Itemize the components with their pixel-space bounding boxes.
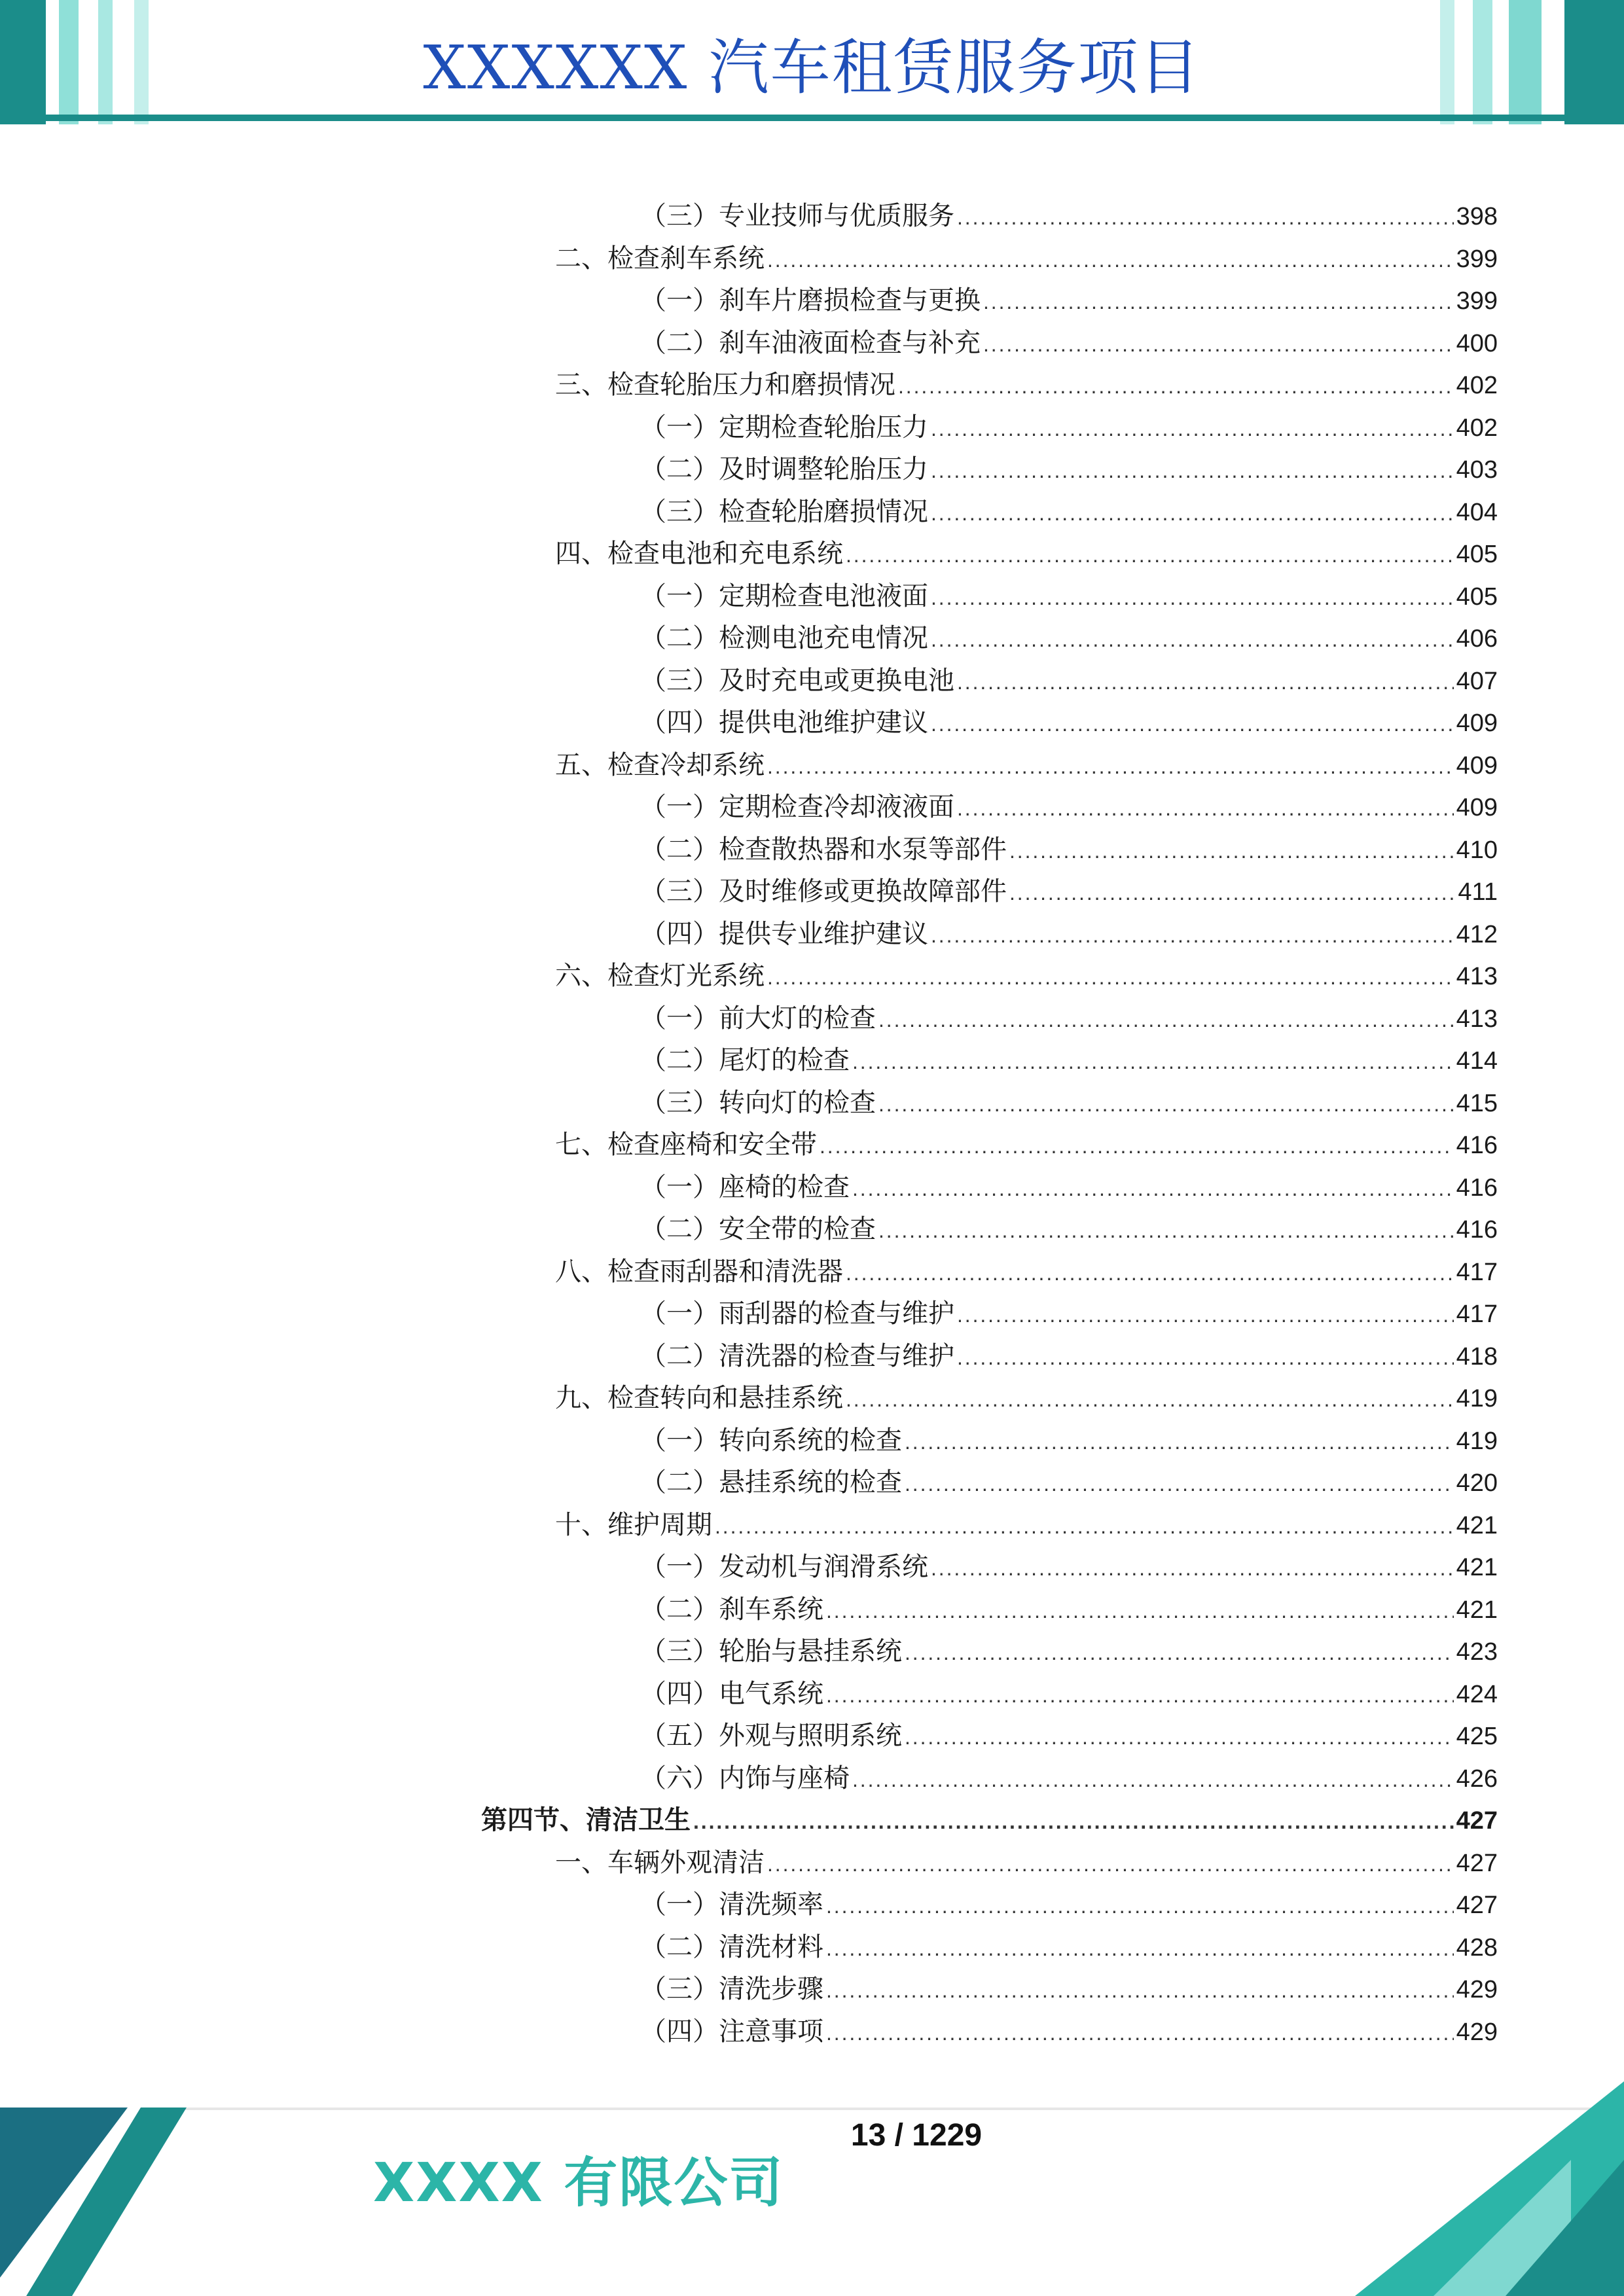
toc-entry-page: 404 <box>1456 498 1498 526</box>
toc-entry[interactable] <box>640 872 1498 911</box>
toc-entry[interactable] <box>640 1969 1498 2009</box>
toc-entry-page: 406 <box>1456 625 1498 653</box>
toc-entry-page: 412 <box>1456 920 1498 948</box>
toc-entry[interactable] <box>640 1885 1498 1924</box>
toc-entry-page: 418 <box>1456 1342 1498 1371</box>
toc-entry-title: （二）及时调整轮胎压力 <box>640 454 928 484</box>
toc-entry-page: 411 <box>1458 878 1498 906</box>
toc-entry-title: （一）刹车片磨损检查与更换 <box>640 285 981 315</box>
toc-leader-dots <box>846 535 1454 575</box>
toc-entry-page: 416 <box>1456 1216 1498 1244</box>
toc-entry-page: 403 <box>1456 456 1498 484</box>
toc-entry-title: （二）刹车系统 <box>640 1594 823 1624</box>
toc-leader-dots <box>957 1295 1454 1335</box>
toc-entry-title: （二）清洗器的检查与维护 <box>640 1340 954 1371</box>
toc-entry-page: 421 <box>1456 1554 1498 1581</box>
toc-entry-title: （二）检测电池充电情况 <box>640 623 928 653</box>
toc-leader-dots <box>957 789 1454 828</box>
toc-entry-title: 八、检查雨刮器和清洗器 <box>555 1256 843 1287</box>
toc-entry-title: （一）定期检查冷却液液面 <box>640 792 954 822</box>
toc-entry-title: （一）转向系统的检查 <box>640 1425 902 1456</box>
toc-entry[interactable] <box>640 1168 1498 1207</box>
toc-entry-title: （一）定期检查电池液面 <box>640 581 928 611</box>
toc-leader-dots <box>931 578 1454 617</box>
toc-entry-title: （一）清洗频率 <box>640 1890 823 1920</box>
toc-leader-dots <box>1009 831 1454 870</box>
toc-leader-dots <box>898 367 1454 406</box>
toc-leader-dots <box>767 747 1454 786</box>
toc-entry[interactable] <box>555 534 1498 573</box>
toc-entry-page: 421 <box>1456 1511 1498 1539</box>
toc-entry-page: 424 <box>1456 1680 1498 1708</box>
toc-leader-dots <box>767 1844 1454 1884</box>
toc-entry[interactable] <box>555 239 1498 278</box>
toc-leader-dots <box>983 282 1454 321</box>
toc-entry-title: （六）内饰与座椅 <box>640 1763 850 1793</box>
toc-leader-dots <box>826 1929 1454 1968</box>
toc-entry-page: 413 <box>1456 1005 1498 1033</box>
toc-leader-dots <box>931 1549 1454 1588</box>
toc-entry[interactable] <box>640 281 1498 320</box>
toc-leader-dots <box>826 1886 1454 1926</box>
toc-entry[interactable] <box>640 830 1498 869</box>
footer-decoration <box>0 2081 1624 2296</box>
toc-entry[interactable] <box>640 999 1498 1038</box>
toc-entry-title: 六、检查灯光系统 <box>555 961 765 991</box>
toc-leader-dots <box>852 1042 1454 1081</box>
toc-entry-title: 十、维护周期 <box>555 1509 712 1540</box>
toc-entry-title: （四）提供电池维护建议 <box>640 708 928 738</box>
toc-entry-title: （四）提供专业维护建议 <box>640 918 928 949</box>
toc-leader-dots <box>983 325 1454 364</box>
toc-entry[interactable] <box>555 1843 1498 1882</box>
toc-entry-page: 410 <box>1456 836 1498 864</box>
toc-entry-title: （一）雨刮器的检查与维护 <box>640 1299 954 1329</box>
toc-entry[interactable] <box>555 1505 1498 1545</box>
toc-leader-dots <box>826 1591 1454 1630</box>
toc-entry-title: （二）尾灯的检查 <box>640 1045 850 1075</box>
toc-entry[interactable] <box>640 661 1498 700</box>
toc-leader-dots <box>852 1169 1454 1208</box>
toc-entry[interactable] <box>640 1041 1498 1080</box>
toc-entry[interactable] <box>640 1674 1498 1713</box>
toc-leader-dots <box>852 1760 1454 1799</box>
toc-entry-title: （二）检查散热器和水泵等部件 <box>640 834 1007 865</box>
toc-entry-title: （四）注意事项 <box>640 2016 823 2047</box>
toc-entry-title: 五、检查冷却系统 <box>555 749 765 780</box>
toc-leader-dots <box>820 1126 1454 1166</box>
toc-leader-dots <box>715 1507 1454 1546</box>
toc-entry-page: 402 <box>1456 414 1498 442</box>
toc-leader-dots <box>931 493 1454 533</box>
toc-leader-dots <box>931 409 1454 448</box>
toc-entry[interactable] <box>640 408 1498 447</box>
toc-entry-title: （三）检查轮胎磨损情况 <box>640 496 928 527</box>
toc-entry[interactable] <box>640 1421 1498 1460</box>
toc-entry[interactable] <box>640 1336 1498 1376</box>
toc-entry-title: 二、检查刹车系统 <box>555 243 765 274</box>
page-footer <box>0 2081 1624 2296</box>
toc-entry[interactable] <box>640 619 1498 658</box>
toc-entry-page: 425 <box>1456 1723 1498 1750</box>
toc-entry-title: 第四节、清洁卫生 <box>481 1804 691 1835</box>
toc-entry[interactable] <box>640 577 1498 616</box>
company-name: XXXX 有限公司 <box>373 2152 784 2214</box>
toc-leader-dots <box>957 662 1454 702</box>
toc-entry[interactable] <box>640 2012 1498 2051</box>
toc-entry-page: 417 <box>1456 1300 1498 1328</box>
toc-entry-page: 414 <box>1456 1047 1498 1075</box>
toc-entry[interactable] <box>640 1210 1498 1249</box>
toc-entry-title: （三）及时充电或更换电池 <box>640 665 954 696</box>
toc-entry[interactable] <box>640 323 1498 363</box>
toc-leader-dots <box>846 1253 1454 1293</box>
toc-entry-page: 419 <box>1456 1427 1498 1455</box>
toc-entry-page: 417 <box>1456 1258 1498 1286</box>
toc-entry-page: 416 <box>1456 1132 1498 1159</box>
toc-entry-title: （二）悬挂系统的检查 <box>640 1467 902 1498</box>
toc-entry-page: 413 <box>1456 963 1498 990</box>
toc-entry-page: 416 <box>1456 1174 1498 1202</box>
toc-entry[interactable] <box>640 787 1498 827</box>
toc-entry-title: （一）发动机与润滑系统 <box>640 1552 928 1582</box>
toc-entry-title: （一）前大灯的检查 <box>640 1003 876 1033</box>
toc-leader-dots <box>931 451 1454 490</box>
toc-leader-dots <box>767 240 1454 279</box>
toc-entry[interactable] <box>640 196 1498 236</box>
toc-entry[interactable] <box>640 1463 1498 1502</box>
toc-entry-page: 429 <box>1456 1976 1498 2003</box>
toc-entry-title: 一、车辆外观清洁 <box>555 1847 765 1878</box>
toc-leader-dots <box>957 198 1454 237</box>
toc-entry-title: 三、检查轮胎压力和磨损情况 <box>555 370 895 400</box>
toc-entry[interactable] <box>555 1252 1498 1291</box>
toc-leader-dots <box>878 1085 1454 1124</box>
toc-leader-dots <box>846 1380 1454 1419</box>
toc-entry[interactable] <box>555 365 1498 404</box>
toc-entry[interactable] <box>555 745 1498 785</box>
toc-entry[interactable] <box>640 703 1498 742</box>
toc-entry[interactable] <box>640 1590 1498 1629</box>
toc-leader-dots <box>905 1633 1454 1672</box>
toc-leader-dots <box>767 958 1454 997</box>
toc-leader-dots <box>957 1338 1454 1377</box>
toc-entry-title: （五）外观与照明系统 <box>640 1721 902 1751</box>
toc-entry-page: 399 <box>1456 245 1498 273</box>
toc-entry-page: 415 <box>1456 1089 1498 1117</box>
toc-entry-page: 427 <box>1456 1849 1498 1877</box>
toc-leader-dots <box>878 1000 1454 1039</box>
toc-entry-page: 405 <box>1456 583 1498 611</box>
toc-entry-page: 409 <box>1456 794 1498 821</box>
toc-entry-page: 409 <box>1456 751 1498 780</box>
toc-entry-title: （三）及时维修或更换故障部件 <box>640 876 1007 906</box>
toc-entry[interactable] <box>481 1801 1498 1840</box>
toc-entry-page: 409 <box>1456 709 1498 737</box>
toc-entry-title: （三）清洗步骤 <box>640 1974 823 2004</box>
toc-entry[interactable] <box>640 1759 1498 1798</box>
toc-entry-title: （二）安全带的检查 <box>640 1214 876 1244</box>
toc-entry-page: 426 <box>1456 1765 1498 1793</box>
toc-leader-dots <box>905 1422 1454 1462</box>
toc-entry-title: （一）定期检查轮胎压力 <box>640 412 928 442</box>
toc-entry-page: 429 <box>1456 2018 1498 2046</box>
page-number: 13 / 1229 <box>850 2118 983 2153</box>
toc-entry-page: 398 <box>1456 203 1498 230</box>
toc-entry-page: 420 <box>1456 1469 1498 1497</box>
toc-entry-title: （二）清洗材料 <box>640 1931 823 1962</box>
toc-entry-title: 九、检查转向和悬挂系统 <box>555 1383 843 1413</box>
toc-entry-title: （二）刹车油液面检查与补充 <box>640 327 981 358</box>
toc-leader-dots <box>905 1464 1454 1503</box>
toc-leader-dots <box>931 916 1454 955</box>
toc-entry-page: 427 <box>1456 1807 1498 1835</box>
toc-leader-dots <box>826 1676 1454 1715</box>
toc-entry-page: 427 <box>1456 1892 1498 1919</box>
toc-entry-page: 421 <box>1456 1596 1498 1624</box>
toc-leader-dots <box>931 620 1454 659</box>
toc-leader-dots <box>826 2013 1454 2053</box>
toc-entry-page: 402 <box>1456 372 1498 399</box>
toc-entry[interactable] <box>640 1294 1498 1333</box>
toc-entry-title: （四）电气系统 <box>640 1678 823 1709</box>
toc-entry-page: 428 <box>1456 1933 1498 1962</box>
toc-entry[interactable] <box>640 1716 1498 1755</box>
toc-entry[interactable] <box>640 1083 1498 1122</box>
toc-entry-page: 419 <box>1456 1385 1498 1412</box>
toc-entry[interactable] <box>640 1547 1498 1587</box>
toc-entry-page: 400 <box>1456 329 1498 357</box>
toc-leader-dots <box>693 1802 1454 1841</box>
toc-entry[interactable] <box>555 1125 1498 1164</box>
toc-leader-dots <box>826 1971 1454 2010</box>
toc-entry-page: 399 <box>1456 287 1498 315</box>
toc-entry-title: 七、检查座椅和安全带 <box>555 1130 817 1160</box>
toc-entry-page: 423 <box>1456 1638 1498 1666</box>
toc-entry[interactable] <box>640 914 1498 954</box>
toc-entry-title: （三）专业技师与优质服务 <box>640 201 954 231</box>
header-divider <box>46 115 1585 121</box>
toc-leader-dots <box>905 1717 1454 1757</box>
toc-entry-page: 407 <box>1456 667 1498 695</box>
toc-entry[interactable] <box>640 1632 1498 1671</box>
toc-entry-title: （三）轮胎与悬挂系统 <box>640 1636 902 1666</box>
toc-entry[interactable] <box>640 450 1498 489</box>
toc-leader-dots <box>878 1211 1454 1250</box>
toc-entry[interactable] <box>555 956 1498 996</box>
page-header <box>0 0 1624 137</box>
toc-entry-title: 四、检查电池和充电系统 <box>555 539 843 569</box>
toc-entry[interactable] <box>555 1378 1498 1418</box>
toc-entry[interactable] <box>640 492 1498 531</box>
document-title: XXXXXX 汽车租赁服务项目 <box>423 33 1201 103</box>
toc-leader-dots <box>931 704 1454 744</box>
toc-entry-page: 405 <box>1456 541 1498 568</box>
toc-entry-title: （三）转向灯的检查 <box>640 1087 876 1118</box>
toc-entry-title: （一）座椅的检查 <box>640 1172 850 1202</box>
toc-leader-dots <box>1009 873 1455 912</box>
toc-entry[interactable] <box>640 1928 1498 1967</box>
